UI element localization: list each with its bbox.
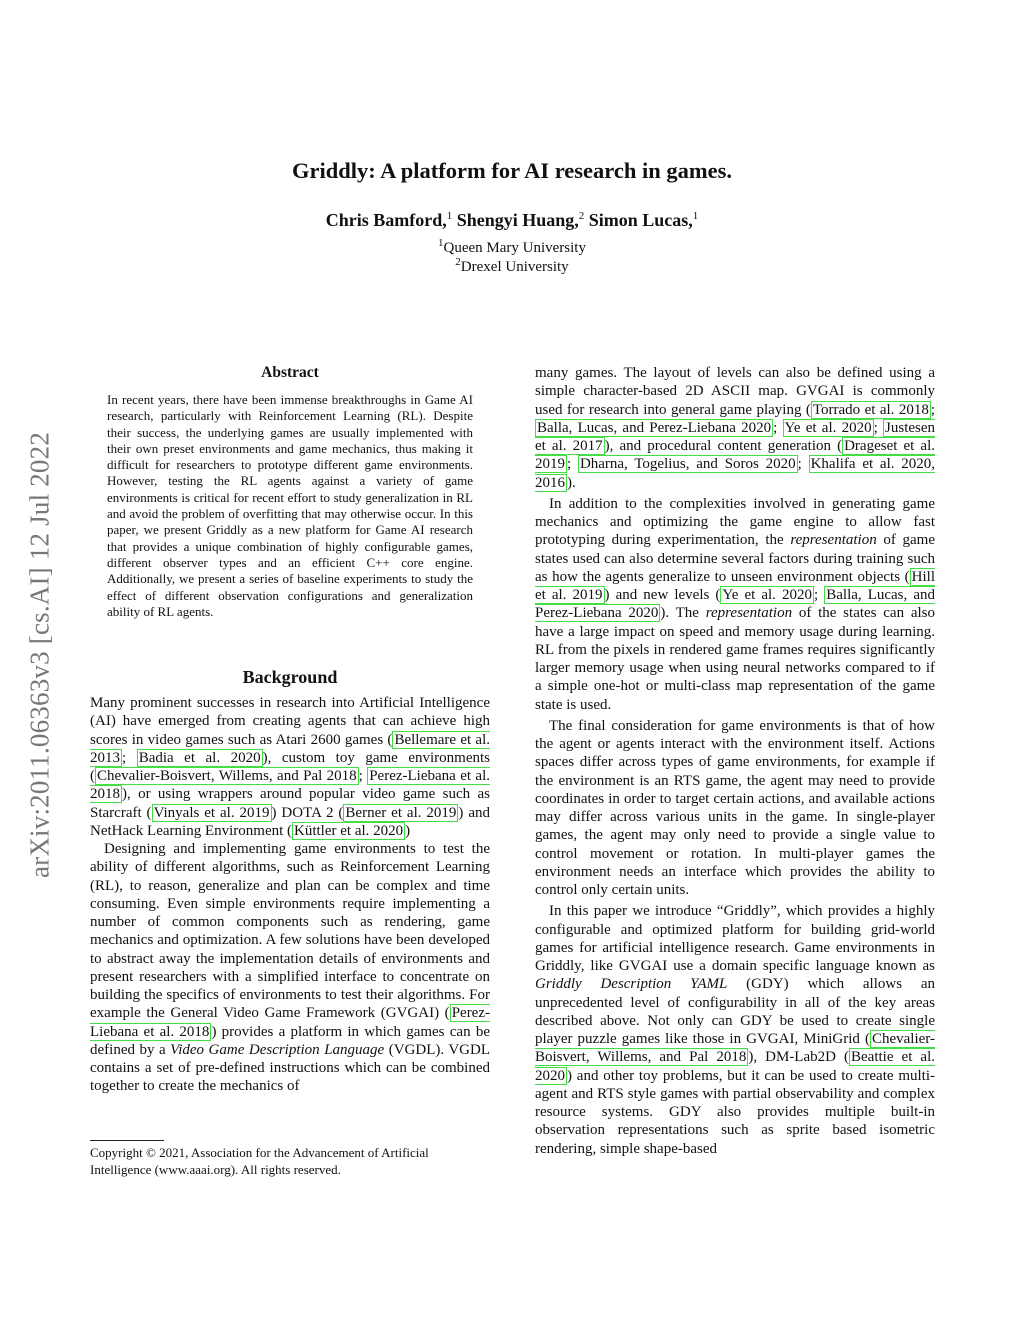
citation-link[interactable]: Drageset et al. 2019 [535,438,935,473]
citation-link[interactable]: Hill et al. 2019 [535,568,935,603]
right-column [535,364,935,1158]
abstract-text: In recent years, there have been immense breakthroughs in Game AI research, particularly with Reinforcement Learning (RL). Despite their success, the underlying games are usually implemented with their own preset environments and game mechanics, thus making it difficult for researchers to prototype different game environments. However, testing the RL agents against a variety of game environments is critical for recent effort to study generalization in RL and avoid the problem of overfitting that may otherwise occur. In this paper, we present Griddly as a new platform for Game AI research that provides a unique combination of highly configurable games, different observer types and an efficient C++ core engine. Additionally, we present a series of baseline experiments to study the effect of different observation configurations and generalization ability of RL agents. [107,392,473,619]
paragraph: In addition to the complexities involved in generating game mechanics and optimizing the game engine to allow fast prototyping during experimentation, the representation of game states used can also determine several factors during training such as how the agents generalize to unseen environment objects ( Hill et al. 2019 ) and new levels ( Ye et al. 2020 ; Balla, Lucas, and Perez-Liebana 2020 ). The representation of the states can also have a large impact on speed and memory usage during learning. RL from the pixels in rendered game frames requires significantly larger memory usage when using neural networks compared to if a simple one-hot or multi-class map representation of the game state is used. [535,495,936,713]
paragraph: Designing and implementing game environments to test the ability of different algorithms, such as Reinforcement Learning (RL), to reason, generalize and plan can be complex and time consuming. Even simple environments require implementing a number of common components such as rendering, game mechanics and optimization. A few solutions have been developed to abstract away the implementation details of environments and present researchers with a simplified interface to concentrate on building the specifics of environments to test their algorithms. For example the General Video Game Framework (GVGAI) ( Perez-Liebana et al. 2018 ) provides a platform in which games can be defined by a Video Game Description Language (VGDL). VGDL contains a set of pre-defined instructions which can be combined together to create the mechanics of [90,841,491,1095]
abstract-heading: Abstract [261,364,319,381]
citation-link[interactable]: Perez-Liebana et al. 2018 [90,768,491,803]
footnote-rule [90,1140,164,1141]
paragraph: In this paper we introduce “Griddly”, which provides a highly configurable and optimized platform for building grid-world games for artificial intelligence research. Game environments in Griddly, like GVGAI use a domain specific language known as Griddly Description YAML (GDY) which allows an unprecedented level of configurability in all of the key areas described above. Not only can GDY be used to create single player puzzle games like those in GVGAI, MiniGrid ( Chevalier-Boisvert, Willems, and Pal 2018 ), DM-Lab2D ( Beattie et al. 2020 ) and other toy problems, but it can be used to create multi-agent and RTS style games with partial observability and complex resource systems. GDY also provides multiple built-in observation representations such as sprite based isometric rendering, simple shape-based [535,903,935,1157]
background-heading: Background [242,667,338,687]
citation-link[interactable]: Perez-Liebana et al. 2018 [90,1005,490,1040]
citation-link[interactable]: Balla, Lucas, and Perez-Liebana 2020 [537,419,772,436]
author-list: Chris Bamford,$^1$ Shengyi Huang,$^2$ Simon Lucas,$^1$ [325,210,699,230]
citation-link[interactable]: Beattie et al. 2020 [535,1049,935,1084]
paragraph: many games. The layout of levels can also be defined using a simple character-based 2D ASCII map. GVGAI is commonly used for research into general game playing ( Torrado et al. 2018 ; Balla, Lucas, and Perez-Liebana 2020 ; Ye et al. 2020 ; Justesen et al. 2017 ), and procedural content generation ( Drageset et al. 2019 ; Dharna, Togelius, and Soros 2020 ; Khalifa et al. 2020, 2016 ). [535,365,936,491]
citation-link[interactable]: Ye et al. 2020 [722,587,812,603]
citation-link[interactable]: Berner et al. 2019 [345,804,457,821]
paragraph: Many prominent successes in research into Artificial Intelligence (AI) have emerged from creating agents that can achieve high scores in video games such as Atari 2600 games ( Bellemare et al. 2013 ; Badia et al. 2020 ), custom toy game environments ( Chevalier-Boisvert, Willems, and Pal 2018 ; Perez-Liebana et al. 2018 ), or using wrappers around popular video game such as Starcraft ( Vinyals et al. 2019 ) DOTA 2 ( Berner et al. 2019 ) and NetHack Learning Environment ( Küttler et al. 2020 ) [90,695,491,839]
citation-link[interactable]: Justesen et al. 2017 [535,419,936,454]
arxiv-id: arXiv:2011.06363v3 [cs.AI] 12 Jul 2022 [24,431,55,879]
citation-link[interactable]: Vinyals et al. 2019 [153,804,270,821]
copyright-footnote: Copyright © 2021, Association for the Advancement of Artificial Intelligence (www.aaai.org). All rights reserved. [90,1145,429,1177]
affiliation: $^1$Queen Mary University [438,237,586,256]
citation-link[interactable]: Bellemare et al. 2013 [90,731,490,766]
paper-title: Griddly: A platform for AI research in games. [292,158,732,183]
citation-link[interactable]: Chevalier-Boisvert, Willems, and Pal 2018 [97,768,357,784]
citation-link[interactable]: Balla, Lucas, and Perez-Liebana 2020 [535,587,935,622]
author-name: Simon Lucas, [588,210,693,230]
background-body [90,694,490,1096]
author-name: Shengyi Huang, [456,210,579,230]
paragraph: The final consideration for game environments is that of how the agent or agents interact with the environment itself. Actions spaces differ across types of game environments, for example if the environment is an RTS game, the agent may need to provide coordinates in order to target certain actions, and available actions may differ across various units in the game. In single-player games, the agent may only need to provide a single value to control movement or rotation. In multi-player games the environment needs an interface which provides the ability to control only certain units. [535,717,935,898]
citation-link[interactable]: Ye et al. 2020 [784,419,872,436]
citation-link[interactable]: Badia et al. 2020 [138,749,261,766]
citation-link[interactable]: Dharna, Togelius, and Soros 2020 [579,456,796,473]
citation-link[interactable]: Torrado et al. 2018 [812,401,929,418]
arxiv-sidebar [0,375,80,935]
citation-link[interactable]: Khalifa et al. 2020, 2016 [535,456,935,491]
citation-link[interactable]: Küttler et al. 2020 [294,822,404,839]
author-name: Chris Bamford, [325,210,447,230]
affiliation: $^2$Drexel University [455,256,569,275]
citation-link[interactable]: Chevalier-Boisvert, Willems, and Pal 2018 [535,1031,935,1066]
